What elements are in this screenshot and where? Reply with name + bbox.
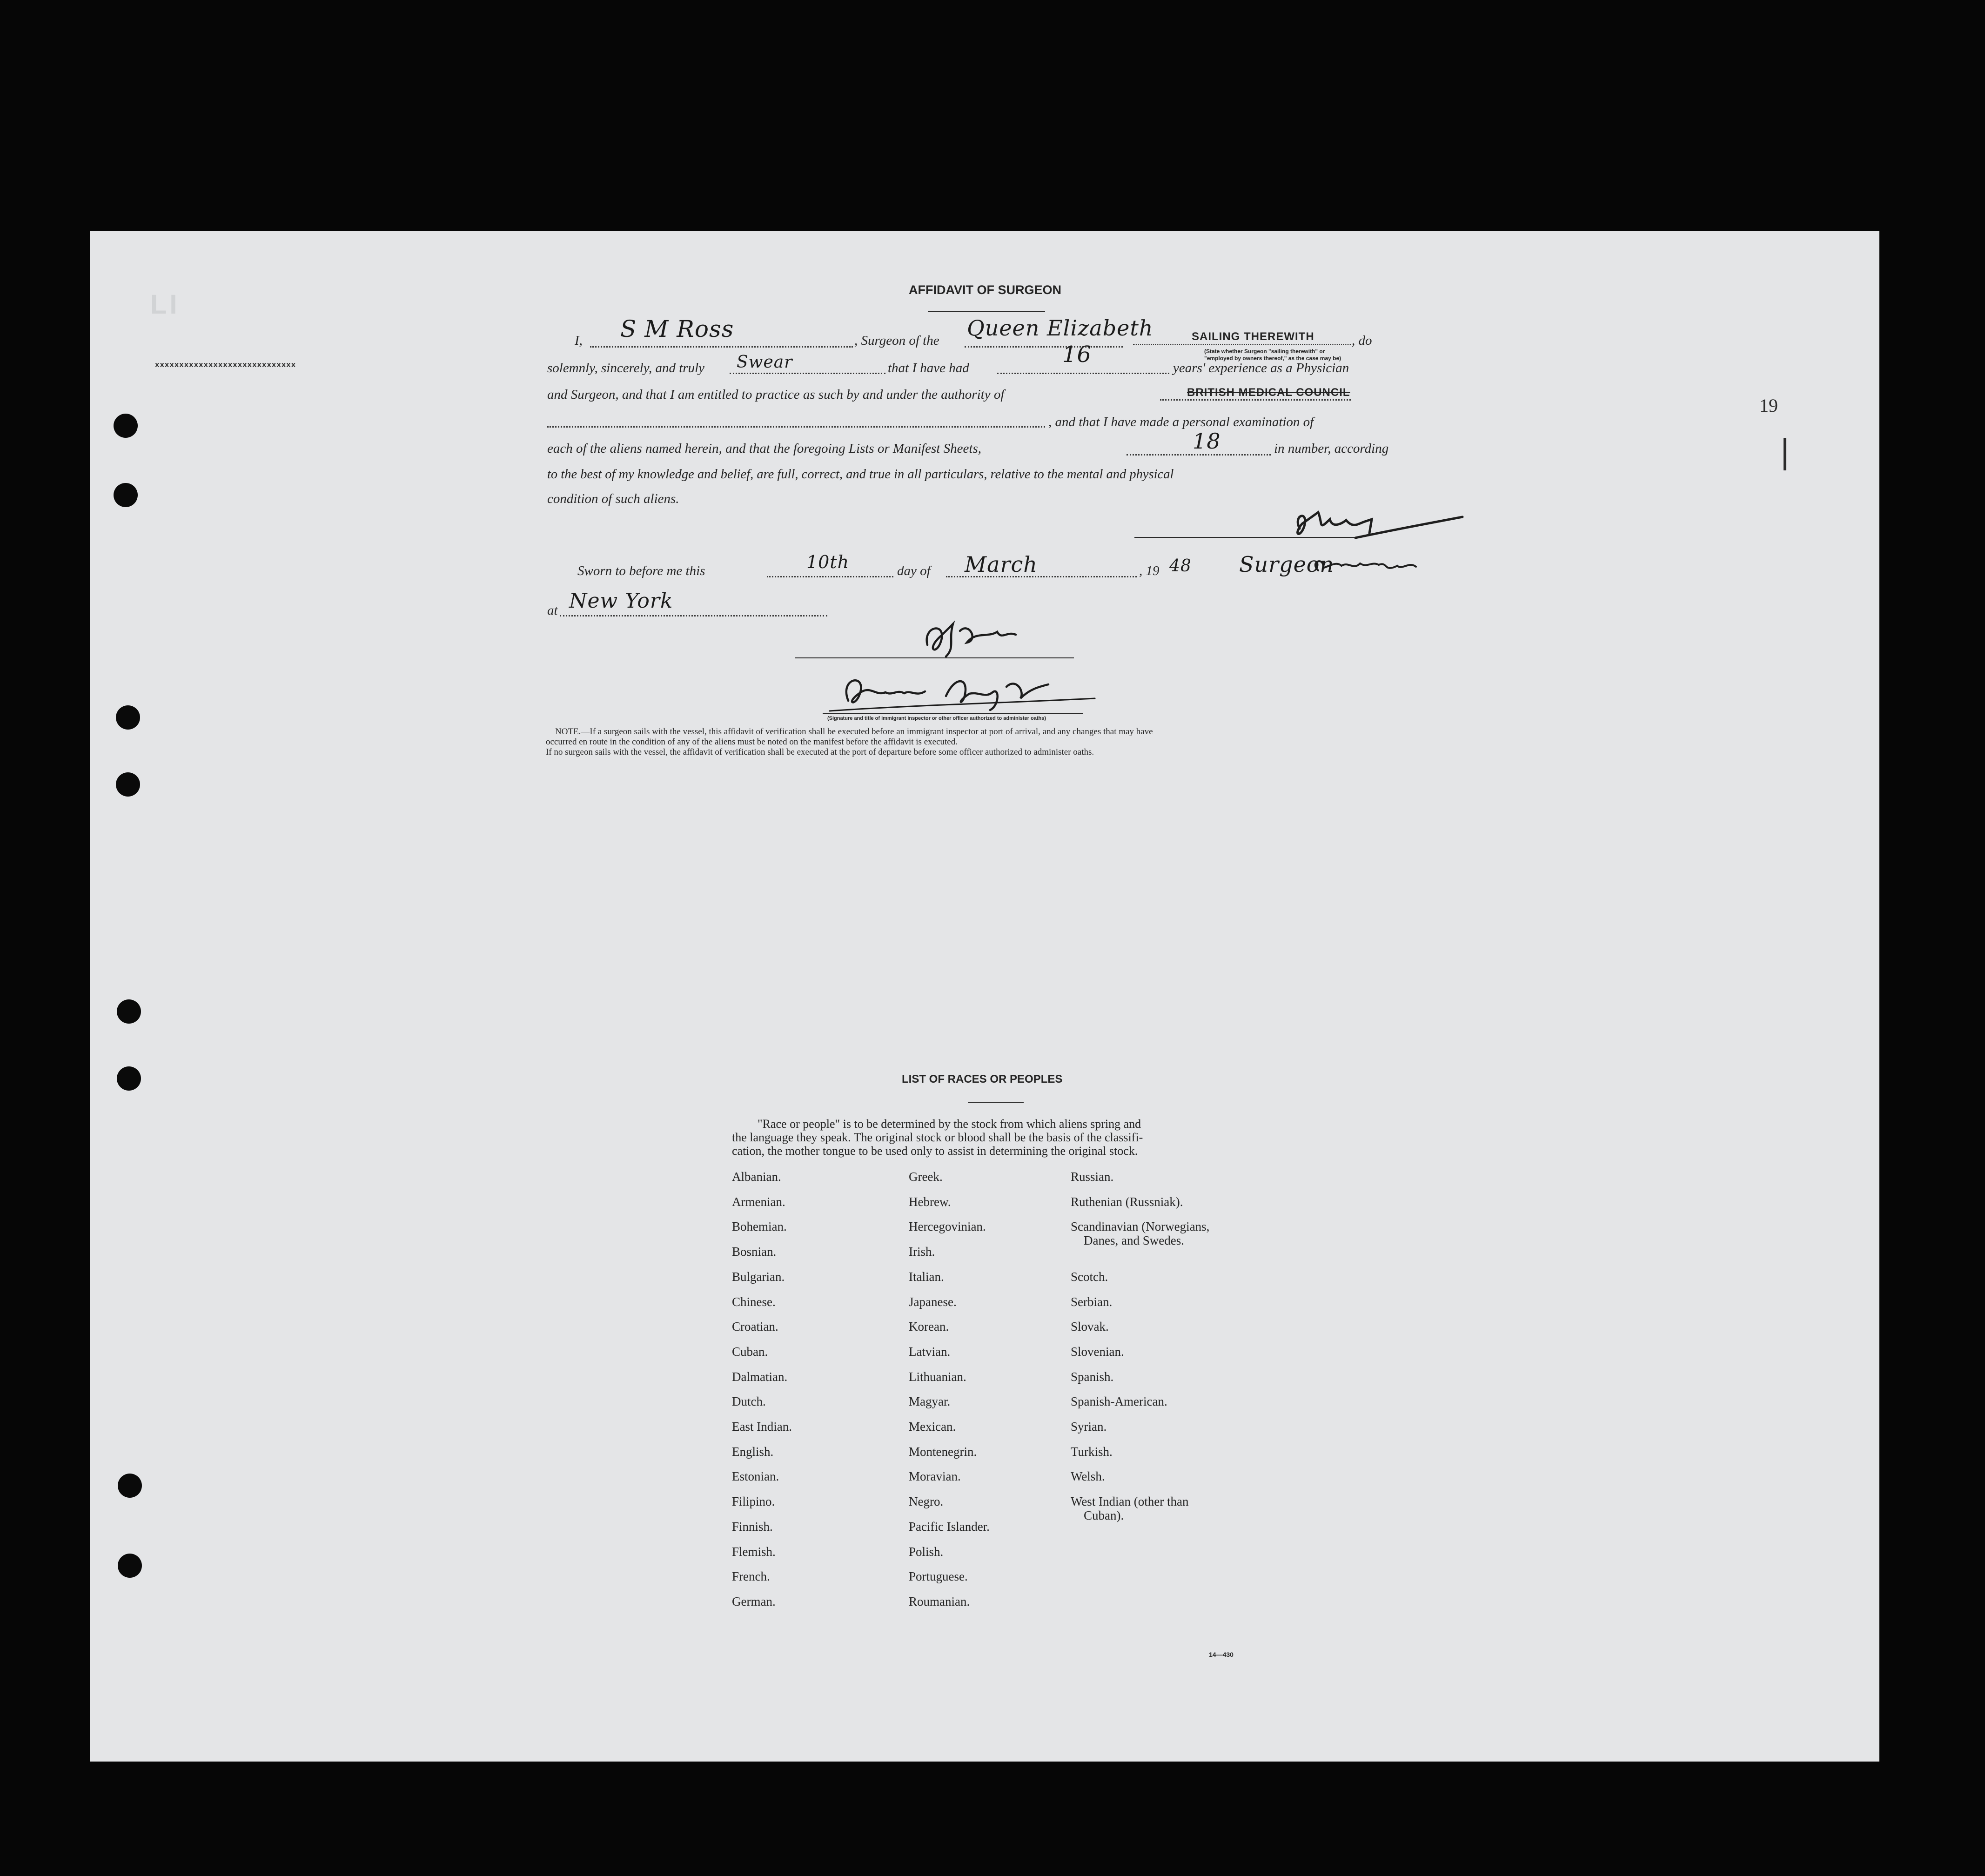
- race-item: Magyar.: [909, 1394, 951, 1409]
- race-item: Slovenian.: [1071, 1344, 1124, 1359]
- race-item: Russian.: [1071, 1170, 1114, 1184]
- race-item: Bosnian.: [732, 1245, 777, 1259]
- form-number: 14—430: [1209, 1651, 1234, 1658]
- affidavit-text: to the best of my knowledge and belief, are full, correct, and true in all particulars, relative to the mental and physical: [547, 467, 1174, 482]
- affidavit-text: that I have had: [888, 361, 969, 375]
- blank-line: [997, 373, 1169, 374]
- race-item: Estonian.: [732, 1469, 779, 1484]
- binder-hole: [114, 483, 138, 507]
- race-item: Lithuanian.: [909, 1369, 966, 1384]
- binder-hole: [116, 772, 140, 797]
- blank-line: [965, 346, 1123, 348]
- race-item: Danes, and Swedes.: [1084, 1233, 1184, 1247]
- margin-tick: [1784, 438, 1786, 470]
- race-item: Portuguese.: [909, 1569, 968, 1584]
- affidavit-text: , and that I have made a personal examination of: [1048, 415, 1314, 429]
- inspector-line-2: [823, 713, 1083, 714]
- race-item: Pacific Islander.: [909, 1519, 990, 1534]
- race-item: Italian.: [909, 1269, 944, 1284]
- affidavit-text: years' experience as a Physician: [1173, 361, 1349, 375]
- binder-hole: [114, 414, 138, 438]
- race-item: French.: [732, 1569, 770, 1584]
- race-item: Bohemian.: [732, 1219, 787, 1234]
- race-item: Welsh.: [1071, 1469, 1105, 1484]
- inspector-initials: [909, 612, 1048, 663]
- races-title-rule: [968, 1102, 1024, 1103]
- race-item: West Indian (other than: [1071, 1494, 1189, 1509]
- races-intro-line-2: the language they speak. The original stock or blood shall be the basis of the classifi-: [732, 1131, 1143, 1144]
- race-item: Cuban).: [1084, 1508, 1124, 1522]
- races-title: LIST OF RACES OR PEOPLES: [902, 1073, 1063, 1085]
- race-item: Bulgarian.: [732, 1269, 785, 1284]
- races-intro-line-3: cation, the mother tongue to be used only to assist in determining the original stock.: [732, 1144, 1138, 1158]
- race-item: Serbian.: [1071, 1294, 1113, 1309]
- binder-hole: [118, 1474, 142, 1498]
- affidavit-text: each of the aliens named herein, and that the foregoing Lists or Manifest Sheets,: [547, 441, 981, 456]
- race-item: Polish.: [909, 1544, 944, 1559]
- note-line-3: If no surgeon sails with the vessel, the affidavit of verification shall be executed at the port of departure before some officer authorized to administer oaths.: [546, 747, 1094, 757]
- blank-line: [1127, 454, 1271, 456]
- race-item: Korean.: [909, 1320, 949, 1334]
- race-item: Spanish-American.: [1071, 1394, 1167, 1409]
- title-rule: [928, 311, 1045, 312]
- binder-hole: [117, 1066, 141, 1091]
- races-intro-line-1: "Race or people" is to be determined by the stock from which aliens spring and: [758, 1117, 1141, 1131]
- race-item: Montenegrin.: [909, 1444, 977, 1459]
- affidavit-text: solemnly, sincerely, and truly: [547, 361, 705, 375]
- signature-line: [1134, 537, 1355, 538]
- race-item: Dalmatian.: [732, 1369, 788, 1384]
- blank-line: [590, 346, 853, 348]
- page-number: 19: [1759, 395, 1778, 416]
- document-page: [90, 231, 1879, 1762]
- affidavit-title: AFFIDAVIT OF SURGEON: [909, 283, 1061, 297]
- race-item: German.: [732, 1594, 776, 1608]
- race-item: Syrian.: [1071, 1420, 1107, 1434]
- race-item: Hebrew.: [909, 1194, 951, 1209]
- race-item: Turkish.: [1071, 1444, 1113, 1459]
- race-item: Spanish.: [1071, 1369, 1114, 1384]
- race-item: Hercegovinian.: [909, 1219, 986, 1234]
- stamp-british-medical-council: BRITISH MEDICAL COUNCIL: [1187, 386, 1350, 399]
- race-item: Albanian.: [732, 1170, 781, 1184]
- handwritten-years: 16: [1062, 342, 1092, 368]
- handwritten-surgeon-title: Surgeon: [1239, 552, 1335, 577]
- affidavit-text: , Surgeon of the: [854, 333, 939, 348]
- affidavit-text: Sworn to before me this: [577, 563, 705, 578]
- stamp-sailing-therewith: SAILING THEREWITH: [1192, 330, 1314, 343]
- race-item: Slovak.: [1071, 1320, 1109, 1334]
- handwritten-swear: Swear: [737, 353, 793, 372]
- blank-line: [1133, 344, 1351, 345]
- inspector-signature: [816, 659, 1104, 719]
- race-item: Flemish.: [732, 1544, 776, 1559]
- race-item: Mexican.: [909, 1420, 956, 1434]
- blank-line: [767, 576, 893, 577]
- affidavit-text: I,: [575, 333, 583, 348]
- blank-line: [560, 615, 827, 616]
- handwritten-sheets: 18: [1193, 429, 1221, 454]
- handwritten-surgeon-name: S M Ross: [620, 315, 734, 342]
- x-mark-row: xxxxxxxxxxxxxxxxxxxxxxxxxxxxx: [155, 360, 296, 369]
- binder-hole: [118, 1554, 142, 1578]
- handwritten-ship-name: Queen Elizabeth: [967, 315, 1153, 341]
- race-item: Irish.: [909, 1245, 935, 1259]
- blank-line: [1160, 399, 1351, 401]
- race-item: Armenian.: [732, 1194, 785, 1209]
- race-item: Ruthenian (Russniak).: [1071, 1194, 1183, 1209]
- handwritten-month: March: [965, 552, 1038, 577]
- blank-line: [547, 426, 1045, 428]
- race-item: Roumanian.: [909, 1594, 970, 1608]
- signature-caption: (Signature and title of immigrant inspector or other officer authorized to administer oaths): [827, 716, 1046, 721]
- handwritten-place: New York: [569, 589, 673, 613]
- binder-hole: [116, 705, 140, 730]
- race-item: Finnish.: [732, 1519, 773, 1534]
- affidavit-text: day of: [897, 563, 931, 578]
- affidavit-text: condition of such aliens.: [547, 491, 679, 506]
- inspector-line-1: [795, 657, 1074, 658]
- affidavit-text: , do: [1352, 333, 1372, 348]
- affidavit-text: at: [547, 603, 558, 618]
- affidavit-note: [546, 727, 1153, 757]
- race-item: Scotch.: [1071, 1269, 1108, 1284]
- races-intro: [732, 1117, 1143, 1158]
- race-item: English.: [732, 1444, 774, 1459]
- handwritten-year: 48: [1169, 556, 1192, 576]
- race-item: Moravian.: [909, 1469, 961, 1484]
- race-item: Cuban.: [732, 1344, 768, 1359]
- affidavit-text: in number, according: [1274, 441, 1389, 456]
- note-line-1: NOTE.—If a surgeon sails with the vessel, this affidavit of verification shall be executed before an immigrant inspector at port of arrival, and any changes that may have: [555, 727, 1153, 737]
- race-item: Japanese.: [909, 1294, 957, 1309]
- sailing-note: (State whether Surgeon "sailing therewith" or "employed by owners thereof," as the case may be): [1204, 348, 1341, 362]
- race-item: Filipino.: [732, 1494, 775, 1509]
- affidavit-text: , 19: [1139, 563, 1160, 578]
- race-item: Greek.: [909, 1170, 943, 1184]
- note-line-2: occurred en route in the condition of any of the aliens must be noted on the manifest before the affidavit is executed.: [546, 737, 958, 747]
- race-item: Croatian.: [732, 1320, 778, 1334]
- race-item: Latvian.: [909, 1344, 951, 1359]
- blank-line: [730, 373, 885, 374]
- affidavit-text: and Surgeon, and that I am entitled to practice as such by and under the authority of: [547, 387, 1005, 402]
- race-item: Negro.: [909, 1494, 944, 1509]
- race-item: Scandinavian (Norwegians,: [1071, 1219, 1210, 1234]
- race-item: Chinese.: [732, 1294, 776, 1309]
- handwritten-day: 10th: [806, 552, 850, 572]
- bleed-through-header: LI: [150, 289, 880, 320]
- binder-hole: [117, 999, 141, 1024]
- race-item: Dutch.: [732, 1394, 766, 1409]
- race-item: East Indian.: [732, 1420, 792, 1434]
- bleed-through-text: [211, 620, 214, 630]
